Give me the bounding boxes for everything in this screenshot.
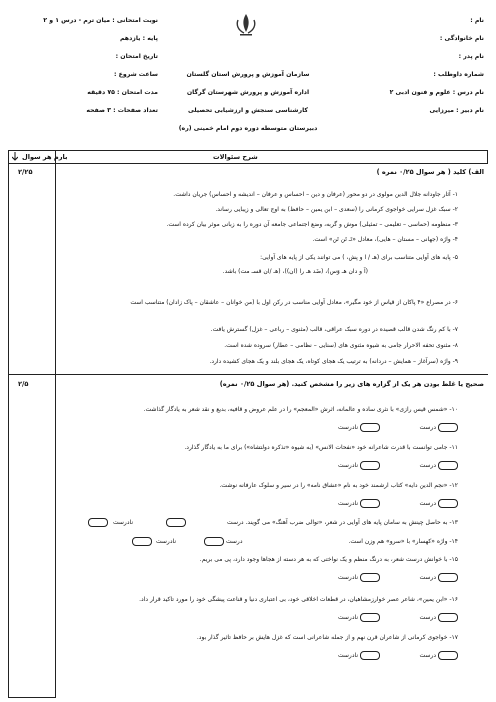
iran-emblem-icon	[228, 12, 264, 38]
true-checkbox[interactable]	[438, 499, 458, 508]
question-5-options: (آ و دان هـ وَس)، (ضَد هـ را (ان))، (هـ /ان قسـ مت) باشد.	[222, 268, 368, 275]
org-line-1: سازمان آموزش و پرورش استان گلستان	[186, 71, 310, 78]
teacher-name-label: نام دبیر : میرزایی	[429, 107, 484, 114]
question-11: ۱۱- جامی توانست با قدرت شاعرانه خود «نفحات الانس» (به شیوه «تذکره دولتشاه») برای ما به یادگار گذارد.	[184, 444, 458, 451]
student-name-label: نام :	[470, 17, 484, 24]
exam-sheet	[8, 8, 488, 696]
false-checkbox[interactable]	[132, 537, 152, 546]
exam-info	[18, 12, 158, 120]
question-15: ۱۵- با خوانش درست شعر، به درنگ منظم و یک نواختی که به هر دسته از هجاها وجود دارد، پی می بریم.	[199, 556, 458, 563]
false-checkbox[interactable]	[360, 573, 380, 582]
grade-level: پایه : یازدهم	[119, 35, 158, 42]
true-label: درست	[419, 574, 436, 581]
question-9: ۹- واژه (سرآغاز – همایش – دردانه) به ترتیب یک هجای کوتاه، یک هجای بلند و یک هجای کشیده دارد.	[209, 358, 458, 365]
arrow-down-icon	[12, 152, 18, 161]
false-label: نادرست	[338, 424, 358, 431]
question-10: ۱۰- «شمس قیس رازی» با نثری ساده و عالمانه، اثرش «المعجم» را در علم عروض و قافیه، بدیع و نقد شعر به یادگار گذاشت.	[143, 406, 458, 413]
exam-header	[8, 8, 488, 148]
false-checkbox[interactable]	[360, 499, 380, 508]
true-checkbox[interactable]	[438, 651, 458, 660]
true-checkbox[interactable]	[438, 613, 458, 622]
true-label: درست	[419, 462, 436, 469]
false-checkbox[interactable]	[88, 518, 108, 527]
question-4: ۴- واژه (جهانی – مستان – هایی)، معادل «تَـ تَن تَن» است.	[312, 236, 458, 243]
score-column-label: بارم هر سوال	[22, 153, 68, 161]
true-checkbox[interactable]	[204, 537, 224, 546]
false-label: نادرست	[338, 614, 358, 621]
question-12: ۱۲- «نجم الدین دایه» کتاب ارشمند خود به نام «عشاق نامه» را در سیر و سلوک عارفانه نوشت.	[219, 482, 458, 489]
question-3: ۳- منظومه (حماسی – تعلیمی – تمثیلی) موش و گربه، وضع اجتماعی جامعه آن دوره را به زبانی موثر بیان کرده است.	[166, 221, 458, 228]
question-7: ۷- با کم رنگ شدن قالب قصیده در دوره سبک عراقی، قالب (مثنوی – رباعی – غزل) گسترش یافت.	[210, 326, 458, 333]
question-16: ۱۶- «ابن یمین»، شاعر عصر خوارزمشاهیان، در قطعات اخلاقی خود، بی اعتباری دنیا و قناعت پیشگی خود را مورد تاکید قرار داد.	[139, 596, 458, 603]
score-column	[8, 150, 56, 698]
page-count: تعداد صفحات : ۳ صفحه	[86, 107, 158, 114]
exam-duration: مدت امتحان : ۷۵ دقیقه	[87, 89, 158, 96]
section1-title: الف) کلید ( هر سوال ۰/۲۵ نمره )	[376, 168, 484, 176]
true-checkbox[interactable]	[438, 461, 458, 470]
questions-column-label: شرح سئوالات	[213, 153, 258, 161]
false-checkbox[interactable]	[360, 651, 380, 660]
student-info	[334, 12, 484, 120]
candidate-number-label: شماره داوطلب :	[433, 71, 484, 78]
organization-block	[158, 66, 338, 138]
exam-session: نوبت امتحانی : میان ترم - درس ۱ و ۲	[43, 17, 158, 24]
true-checkbox[interactable]	[438, 423, 458, 432]
section2-title: صحیح یا غلط بودن هر یک از گزاره های زیر را مشخص کنید. (هر سوال ۰/۲۵ نمره)	[219, 380, 484, 388]
false-checkbox[interactable]	[360, 613, 380, 622]
true-label: درست	[419, 614, 436, 621]
false-label: نادرست	[156, 538, 176, 545]
section1-score: ۲/۲۵	[18, 168, 33, 176]
question-5: ۵- پایه های آوایی متناسب برای (هـ / ا و پش، ) می توانند یکی از پایه های آوایی:	[260, 254, 458, 261]
start-time: ساعت شروع :	[114, 71, 158, 78]
true-checkbox[interactable]	[166, 518, 186, 527]
false-label: نادرست	[113, 519, 133, 526]
true-label: درست	[419, 424, 436, 431]
org-line-2: اداره آموزش و پرورش شهرستان گرگان	[186, 89, 310, 96]
false-label: نادرست	[338, 500, 358, 507]
question-13: ۱۳- به حاصل چینش به سامان پایه های آوایی در شعر، «توالی ضرب آهنگ» می گویند. درست	[227, 519, 458, 526]
question-17: ۱۷- خواجوی کرمانی از شاعران قرن نهم و از جمله شاعرانی است که غزل هایش بر حافظ تاثیر گذار بود.	[196, 634, 458, 641]
true-label: درست	[226, 538, 243, 545]
question-1: ۱- آثار جاودانه جلال الدین مولوی در دو محور (عرفان و دین – احساس و عرفان – اندیشه و احساس) جریان داشت.	[173, 191, 458, 198]
question-2: ۲- سبک غزل سرایی خواجوی کرمانی را (سعدی – ابن یمین – حافظ) به اوج تعالی و زیبایی رساند.	[215, 206, 458, 213]
question-14: ۱۴- واژه «کهسار» با «سرو» هم وزن است.	[348, 538, 458, 545]
question-6: ۶- در مصراع «۴ پاکان از قیاس از خود مگیر»، معادل آوایی مناسب در رکن اول با (من خوانان – عاشقان – پاک زادان) متناسب است	[130, 299, 458, 306]
true-label: درست	[419, 652, 436, 659]
false-checkbox[interactable]	[360, 423, 380, 432]
section-divider	[8, 374, 488, 375]
course-name-label: نام درس : علوم و فنون ادبی ۲	[389, 89, 484, 96]
false-label: نادرست	[338, 652, 358, 659]
true-label: درست	[419, 500, 436, 507]
false-label: نادرست	[338, 462, 358, 469]
father-name-label: نام پدر :	[458, 53, 484, 60]
false-label: نادرست	[338, 574, 358, 581]
true-checkbox[interactable]	[438, 573, 458, 582]
false-checkbox[interactable]	[360, 461, 380, 470]
exam-date: تاریخ امتحان :	[115, 53, 158, 60]
section2-score: ۲/۵	[18, 380, 29, 388]
question-8: ۸- مثنوی تحفه الاحرار جامی به شیوه مثنوی های (سنایی – نظامی – عطار) سروده شده است.	[224, 342, 458, 349]
student-family-label: نام خانوادگی :	[439, 35, 484, 42]
org-line-3: کارشناسی سنجش و ارزشیابی تحصیلی	[188, 107, 308, 114]
school-name: دبیرستان متوسطه دوره دوم امام خمینی (ره)	[178, 125, 318, 132]
